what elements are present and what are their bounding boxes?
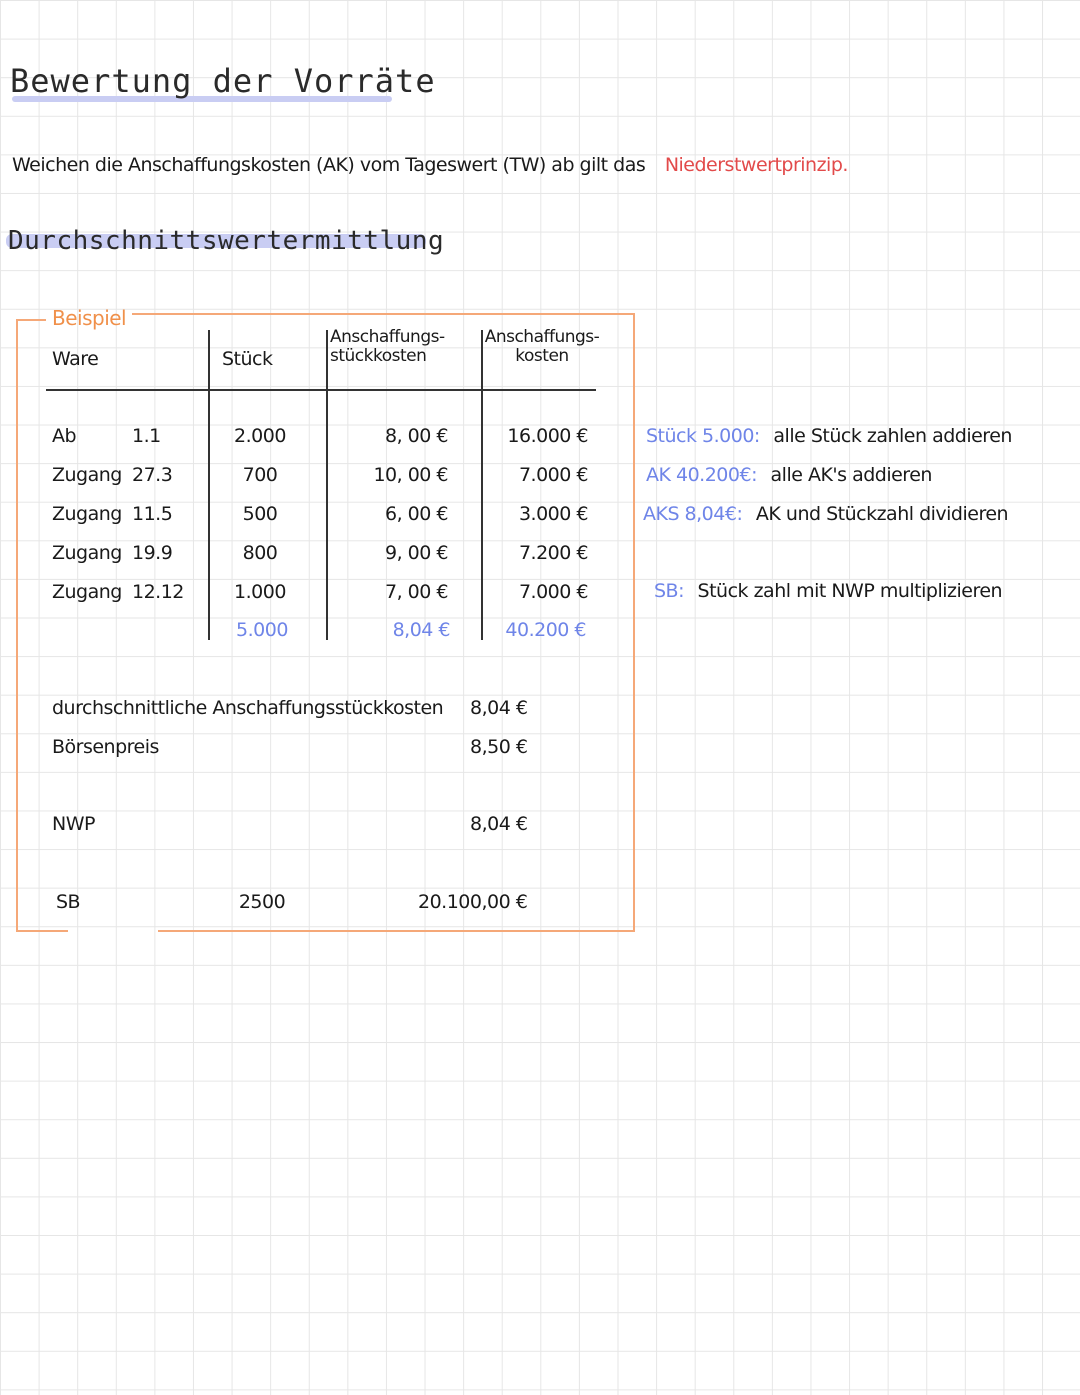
total-ask: 8,04 € xyxy=(392,619,450,641)
frame-border xyxy=(16,319,18,932)
row-type: Ab xyxy=(52,425,77,447)
total-ak: 40.200 € xyxy=(505,619,586,641)
header-ak-line1: Anschaffungs- xyxy=(484,327,600,347)
row-ask: 7, 00 € xyxy=(385,581,448,603)
frame-border xyxy=(16,930,68,932)
row-date: 1.1 xyxy=(132,425,161,447)
header-ware: Ware xyxy=(52,348,99,370)
page-title: Bewertung der Vorräte xyxy=(10,62,436,100)
note-text: alle AK's addieren xyxy=(770,464,932,486)
row-date: 19.9 xyxy=(132,542,173,564)
row-date: 12.12 xyxy=(132,581,184,603)
frame-border xyxy=(633,313,635,932)
frame-border xyxy=(16,319,46,321)
intro-highlight: Niederstwertprinzip. xyxy=(664,154,848,176)
row-ask: 8, 00 € xyxy=(385,425,448,447)
row-type: Zugang xyxy=(52,542,122,564)
row-stueck: 700 xyxy=(242,464,278,486)
header-ak-line2: kosten xyxy=(515,346,569,366)
row-type: Zugang xyxy=(52,503,122,525)
note-text: alle Stück zahlen addieren xyxy=(773,425,1012,447)
sb-stueck: 2500 xyxy=(238,891,286,913)
note-key: Stück 5.000: xyxy=(646,425,760,447)
summary-label: durchschnittliche Anschaffungsstückkosten xyxy=(52,697,444,719)
header-ask-line2: stückkosten xyxy=(330,346,427,366)
sb-label: SB xyxy=(56,891,81,913)
row-ak: 7.000 € xyxy=(518,581,588,603)
note-item xyxy=(643,503,1008,525)
summary-label: Börsenpreis xyxy=(52,736,159,758)
row-ask: 6, 00 € xyxy=(385,503,448,525)
note-item xyxy=(654,580,1002,602)
row-ak: 7.000 € xyxy=(518,464,588,486)
column-divider xyxy=(326,330,328,640)
header-anschaffungsstueckkosten xyxy=(330,328,445,366)
row-type: Zugang xyxy=(52,581,122,603)
sb-value: 20.100,00 € xyxy=(418,891,528,913)
row-ak: 16.000 € xyxy=(507,425,588,447)
frame-border xyxy=(132,313,635,315)
header-ask-line1: Anschaffungs- xyxy=(330,327,445,347)
row-ak: 7.200 € xyxy=(518,542,588,564)
summary-label: NWP xyxy=(52,813,95,835)
row-date: 11.5 xyxy=(132,503,173,525)
row-stueck: 1.000 xyxy=(234,581,286,603)
row-date: 27.3 xyxy=(132,464,173,486)
header-anschaffungskosten xyxy=(484,328,600,366)
note-key: AKS 8,04€: xyxy=(643,503,743,525)
row-type: Zugang xyxy=(52,464,122,486)
note-key: AK 40.200€: xyxy=(646,464,757,486)
column-divider xyxy=(481,330,483,640)
note-item xyxy=(646,425,1012,447)
row-ak: 3.000 € xyxy=(518,503,588,525)
row-stueck: 2.000 xyxy=(234,425,286,447)
section-title: Durchschnittswertermittlung xyxy=(8,226,445,256)
intro-text xyxy=(12,154,848,176)
note-item xyxy=(646,464,932,486)
intro-main: Weichen die Anschaffungskosten (AK) vom Tageswert (TW) ab gilt das xyxy=(12,154,646,176)
summary-value: 8,50 € xyxy=(470,736,528,758)
summary-value: 8,04 € xyxy=(470,813,528,835)
note-text: AK und Stückzahl dividieren xyxy=(755,503,1009,525)
row-ask: 9, 00 € xyxy=(385,542,448,564)
note-key: SB: xyxy=(654,580,684,602)
frame-label: Beispiel xyxy=(52,306,127,330)
row-stueck: 500 xyxy=(242,503,278,525)
row-stueck: 800 xyxy=(242,542,278,564)
note-text: Stück zahl mit NWP multiplizieren xyxy=(697,580,1003,602)
table-header-divider xyxy=(46,389,596,391)
total-stueck: 5.000 xyxy=(236,619,288,641)
frame-border xyxy=(158,930,635,932)
row-ask: 10, 00 € xyxy=(373,464,448,486)
summary-value: 8,04 € xyxy=(470,697,528,719)
header-stueck: Stück xyxy=(222,348,273,370)
